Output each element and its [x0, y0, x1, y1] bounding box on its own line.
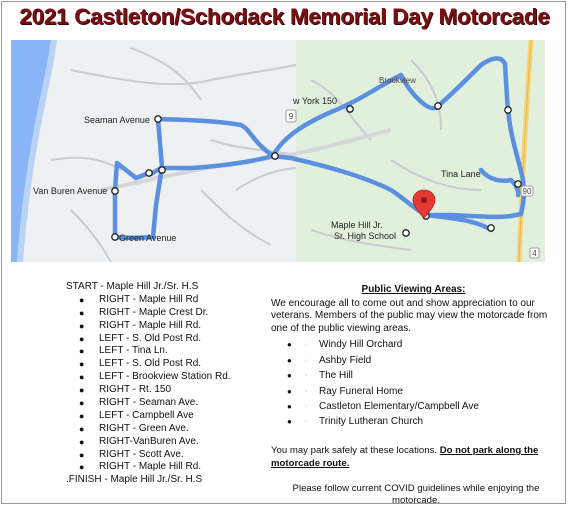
route-map[interactable]: [11, 40, 545, 262]
bullet-icon: ●: [79, 320, 85, 331]
route-step: [66, 320, 276, 333]
route-step-text: LEFT - S. Old Post Rd.: [99, 332, 202, 344]
route-step-text: RIGHT - Maple Hill Rd: [99, 293, 199, 305]
svg-text:9: 9: [288, 112, 294, 121]
bullet-icon: ●: [287, 355, 292, 365]
covid-note: Please follow current COVID guidelines while enjoying the motorcade.: [292, 483, 540, 506]
viewing-area-item: [271, 353, 556, 368]
route-step-text: RIGHT - Maple Hill Rd.: [99, 319, 202, 331]
sub-bullet-icon: ·: [305, 418, 308, 426]
route-step: [66, 423, 276, 436]
bullet-icon: ●: [287, 417, 292, 427]
route-step-text: RIGHT - Rt. 150: [99, 384, 172, 396]
viewing-areas-section: [271, 284, 556, 430]
route-4-shield: [530, 248, 539, 258]
route-150-label: w York 150: [293, 96, 338, 106]
route-step: [66, 436, 276, 449]
viewing-area-name: The Hill: [319, 370, 353, 382]
brookview-label: Brookview: [379, 76, 416, 85]
route-step: [66, 397, 276, 410]
route-steps-list: [66, 294, 276, 474]
sub-bullet-icon: ·: [305, 341, 308, 349]
route-directions: [66, 281, 276, 487]
bullet-icon: ●: [79, 333, 85, 344]
tina-lane-label: Tina Lane: [441, 169, 481, 179]
viewing-area-item: [271, 414, 556, 429]
van-buren-avenue-label: Van Buren Avenue: [33, 186, 108, 196]
route-step-text: LEFT - S. Old Post Rd.: [99, 358, 202, 370]
route-step-text: RIGHT-VanBuren Ave.: [99, 435, 199, 447]
bullet-icon: ●: [79, 410, 85, 421]
viewing-areas-title: Public Viewing Areas:: [361, 284, 466, 295]
route-step-text: LEFT - Tina Ln.: [99, 345, 168, 357]
route-step: [66, 345, 276, 358]
sub-bullet-icon: ·: [305, 356, 308, 364]
route-step-text: LEFT - Campbell Ave: [99, 409, 194, 421]
svg-text:4: 4: [532, 249, 537, 258]
bullet-icon: ●: [79, 423, 85, 434]
bullet-icon: ●: [287, 386, 292, 396]
route-step: [66, 333, 276, 346]
bullet-icon: ●: [79, 436, 85, 447]
route-step: [66, 307, 276, 320]
route-step: [66, 410, 276, 423]
sub-bullet-icon: ·: [305, 372, 308, 380]
viewing-area-item: [271, 337, 556, 352]
viewing-area-name: Windy Hill Orchard: [319, 339, 403, 351]
bullet-icon: ●: [287, 401, 292, 411]
route-step-text: LEFT - Brookview Station Rd.: [99, 371, 231, 383]
page-title: 2021 Castleton/Schodack Memorial Day Motorcade: [19, 4, 550, 29]
bullet-icon: ●: [287, 371, 292, 381]
bullet-icon: ●: [287, 340, 292, 350]
viewing-area-item: [271, 399, 556, 414]
route-step: [66, 371, 276, 384]
viewing-area-name: Ashby Field: [319, 354, 372, 366]
route-step-text: RIGHT - Maple Hill Rd.: [99, 461, 202, 473]
bullet-icon: ●: [79, 307, 85, 318]
route-step-text: RIGHT - Maple Crest Dr.: [99, 306, 209, 318]
bullet-icon: ●: [79, 346, 85, 357]
bullet-icon: ●: [79, 398, 85, 409]
school-label-line2: Sr. High School: [334, 231, 397, 241]
svg-text:90: 90: [522, 187, 532, 196]
route-step-text: RIGHT - Green Ave.: [99, 422, 189, 434]
seaman-avenue-label: Seaman Avenue: [84, 115, 150, 125]
route-step-text: RIGHT - Scott Ave.: [99, 448, 184, 460]
viewing-areas-intro: We encourage all to come out and show appreciation to our veterans. Members of the public may view the motorcade from one of the public viewing areas.: [271, 297, 548, 334]
viewing-area-item: [271, 368, 556, 383]
route-step: [66, 461, 276, 474]
route-step-text: RIGHT - Seaman Ave.: [99, 397, 199, 409]
bullet-icon: ●: [79, 372, 85, 383]
route-9-shield: [286, 110, 296, 122]
viewing-area-name: Castleton Elementary/Campbell Ave: [319, 400, 479, 412]
bullet-icon: ●: [79, 359, 85, 370]
bullet-icon: ●: [79, 449, 85, 460]
bullet-icon: ●: [79, 385, 85, 396]
parking-note: [271, 445, 561, 470]
sub-bullet-icon: ·: [305, 387, 308, 395]
bullet-icon: ●: [79, 294, 85, 305]
route-start: START - Maple Hill Jr./Sr. H.S: [66, 281, 199, 292]
viewing-area-name: Trinity Lutheran Church: [319, 416, 424, 428]
route-step: [66, 449, 276, 462]
route-step: [66, 294, 276, 307]
viewing-area-item: [271, 384, 556, 399]
parking-warning: Do not park along the motorcade route.: [271, 445, 539, 469]
viewing-areas-list: [271, 337, 556, 429]
school-label-line1: Maple Hill Jr.: [331, 220, 383, 230]
interstate-90-shield: [521, 186, 533, 196]
route-finish: .FINISH - Maple Hill Jr./Sr. H.S: [66, 474, 203, 486]
parking-text: You may park safely at these locations.: [271, 445, 440, 456]
bullet-icon: ●: [79, 462, 85, 473]
route-step: [66, 384, 276, 397]
sub-bullet-icon: ·: [305, 402, 308, 410]
viewing-area-name: Ray Funeral Home: [319, 385, 403, 397]
green-avenue-label: Green Avenue: [119, 233, 177, 243]
route-step: [66, 358, 276, 371]
